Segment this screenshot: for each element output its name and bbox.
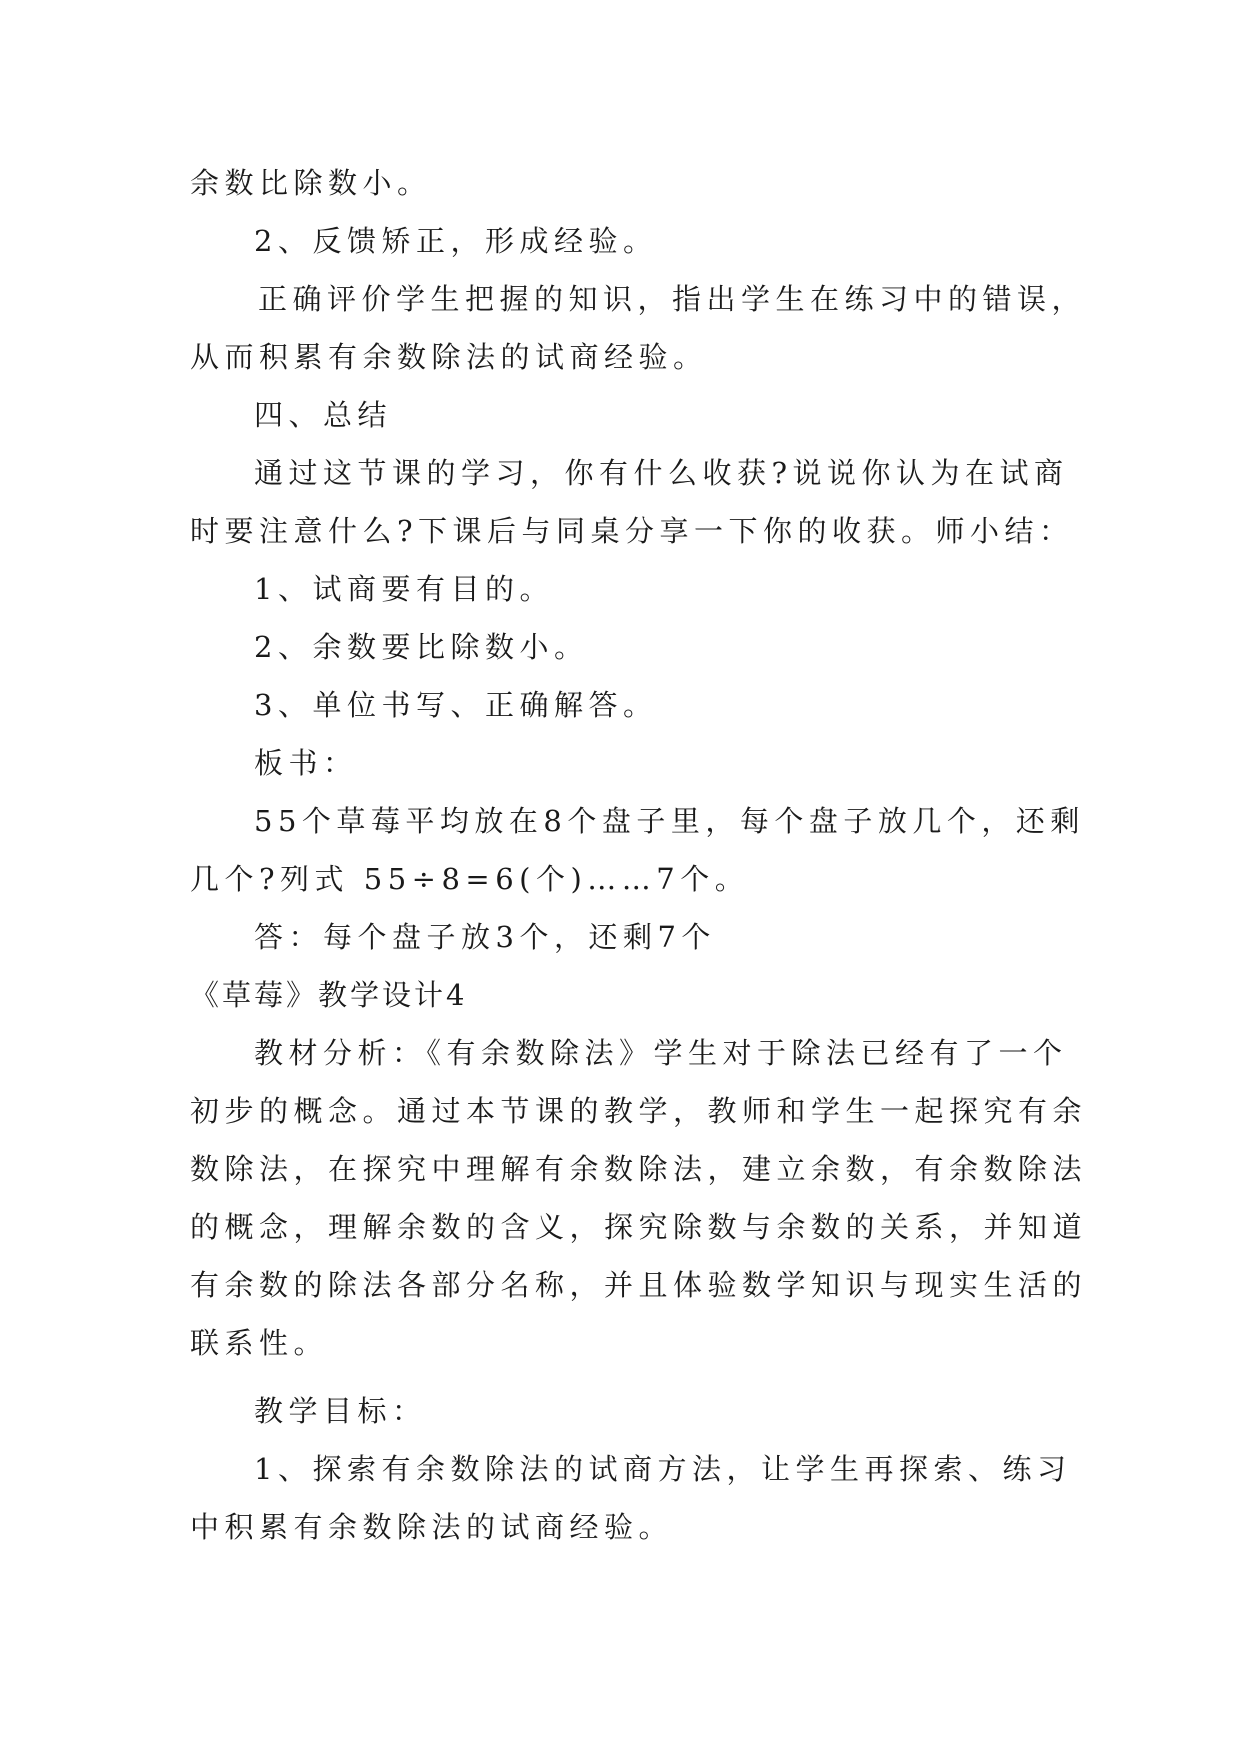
text-line: 联系性。 xyxy=(190,1326,329,1360)
text-line: 55个草莓平均放在8个盘子里，每个盘子放几个，还剩 xyxy=(254,804,1085,838)
text-line: 答：每个盘子放3个，还剩7个 xyxy=(254,920,716,954)
text-line: 教学目标： xyxy=(254,1394,427,1428)
list-item: 2、余数要比除数小。 xyxy=(254,630,589,664)
list-item: 3、单位书写、正确解答。 xyxy=(254,688,658,722)
list-item: 1、试商要有目的。 xyxy=(254,572,554,606)
text-line: 通过这节课的学习，你有什么收获?说说你认为在试商 xyxy=(254,456,1069,490)
document-section-title: 《草莓》教学设计4 xyxy=(190,978,468,1012)
text-line: 教材分析：《有余数除法》学生对于除法已经有了一个 xyxy=(254,1036,1068,1070)
text-line: 中积累有余数除法的试商经验。 xyxy=(190,1510,674,1544)
text-line: 从而积累有余数除法的试商经验。 xyxy=(190,340,708,374)
section-heading: 四、总结 xyxy=(254,398,393,432)
text-line: 板书： xyxy=(254,746,358,780)
text-line: 有余数的除法各部分名称，并且体验数学知识与现实生活的 xyxy=(190,1268,1088,1302)
text-line: 2、反馈矫正，形成经验。 xyxy=(254,224,658,258)
text-line: 数除法，在探究中理解有余数除法，建立余数，有余数除法 xyxy=(190,1152,1088,1186)
text-line: 几个?列式 55÷8=6(个)……7个。 xyxy=(190,862,750,896)
text-line: 正确评价学生把握的知识，指出学生在练习中的错误， xyxy=(258,282,1087,316)
text-line: 时要注意什么?下课后与同桌分享一下你的收获。师小结： xyxy=(190,514,1074,548)
text-line: 余数比除数小。 xyxy=(190,166,432,200)
text-line: 的概念，理解余数的含义，探究除数与余数的关系，并知道 xyxy=(190,1210,1088,1244)
list-item: 1、探索有余数除法的试商方法，让学生再探索、练习 xyxy=(254,1452,1072,1486)
text-line: 初步的概念。通过本节课的教学，教师和学生一起探究有余 xyxy=(190,1094,1088,1128)
